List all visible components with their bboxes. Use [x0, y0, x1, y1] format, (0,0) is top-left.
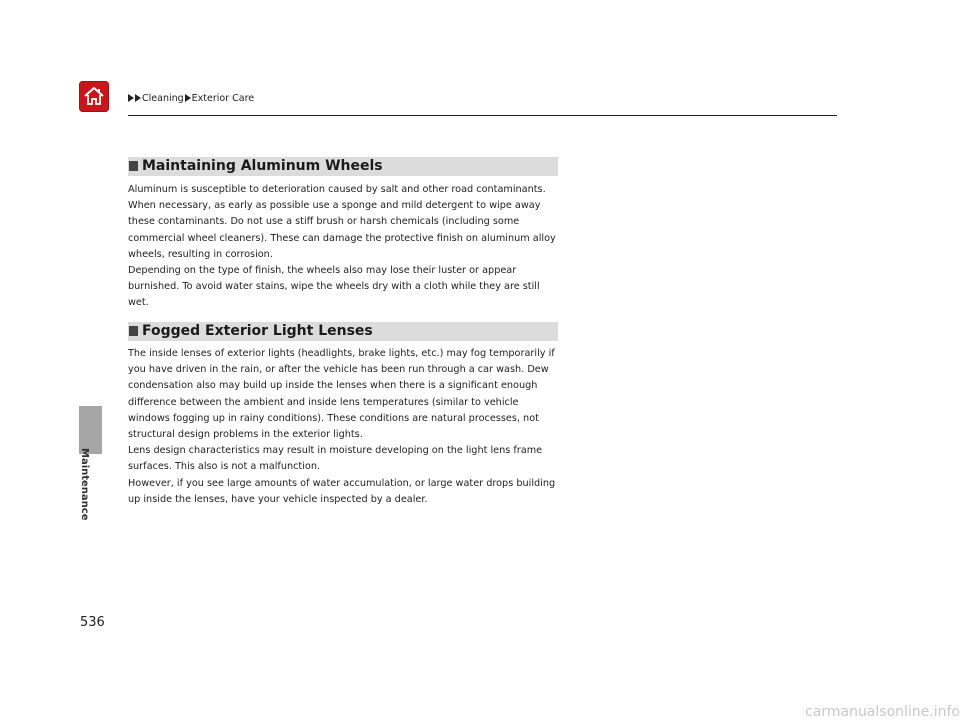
paragraph: However, if you see large amounts of water accumulation, or large water drops building up inside the lenses, have your vehicle inspected by a dealer. [128, 477, 556, 505]
paragraph: Depending on the type of finish, the wheels also may lose their luster or appear burnished. To avoid water stains, wipe the wheels dry with a cloth while they are still wet. [128, 265, 540, 309]
watermark: carmanualsonline.info [805, 704, 960, 720]
section-heading-text: Maintaining Aluminum Wheels [142, 158, 383, 174]
header-divider [128, 115, 837, 116]
breadcrumb [128, 93, 254, 104]
breadcrumb-exterior-care[interactable]: Exterior Care [191, 93, 255, 104]
aluminum-wheels-body [128, 182, 560, 312]
page-number: 536 [80, 615, 105, 630]
paragraph: The inside lenses of exterior lights (headlights, brake lights, etc.) may fog temporarily if you have driven in the rain, or after the vehicle has been run through a car wash. Dew condensation also may build up inside the lenses when there is a significant enough difference between the ambient and inside lens temperatures (similar to vehicle windows fogging up in rainy conditions). These conditions are natural processes, not structural design problems in the exterior lights. [128, 348, 555, 441]
house-glyph [83, 85, 105, 107]
section-heading-fogged-lenses [128, 322, 558, 341]
square-bullet-icon [129, 326, 138, 336]
breadcrumb-arrow-icon [185, 94, 191, 102]
breadcrumb-arrow-icon [135, 94, 141, 102]
side-tab-marker [79, 406, 102, 454]
square-bullet-icon [129, 161, 138, 171]
fogged-lenses-body [128, 346, 560, 508]
side-tab-label: Maintenance [79, 448, 90, 521]
paragraph: Lens design characteristics may result in moisture developing on the light lens frame surfaces. This also is not a malfunction. [128, 445, 543, 473]
paragraph: Aluminum is susceptible to deterioration caused by salt and other road contaminants. When necessary, as early as possible use a sponge and mild detergent to wipe away these contaminants. Do not use a stiff brush or harsh chemicals (including some commercial wheel cleaners). These can damage the protective finish on aluminum alloy wheels, resulting in corrosion. [128, 184, 556, 260]
section-heading-aluminum-wheels [128, 157, 558, 176]
section-heading-text: Fogged Exterior Light Lenses [142, 323, 373, 339]
breadcrumb-arrow-icon [128, 94, 134, 102]
breadcrumb-cleaning[interactable]: Cleaning [142, 93, 184, 104]
home-icon[interactable] [79, 81, 109, 112]
